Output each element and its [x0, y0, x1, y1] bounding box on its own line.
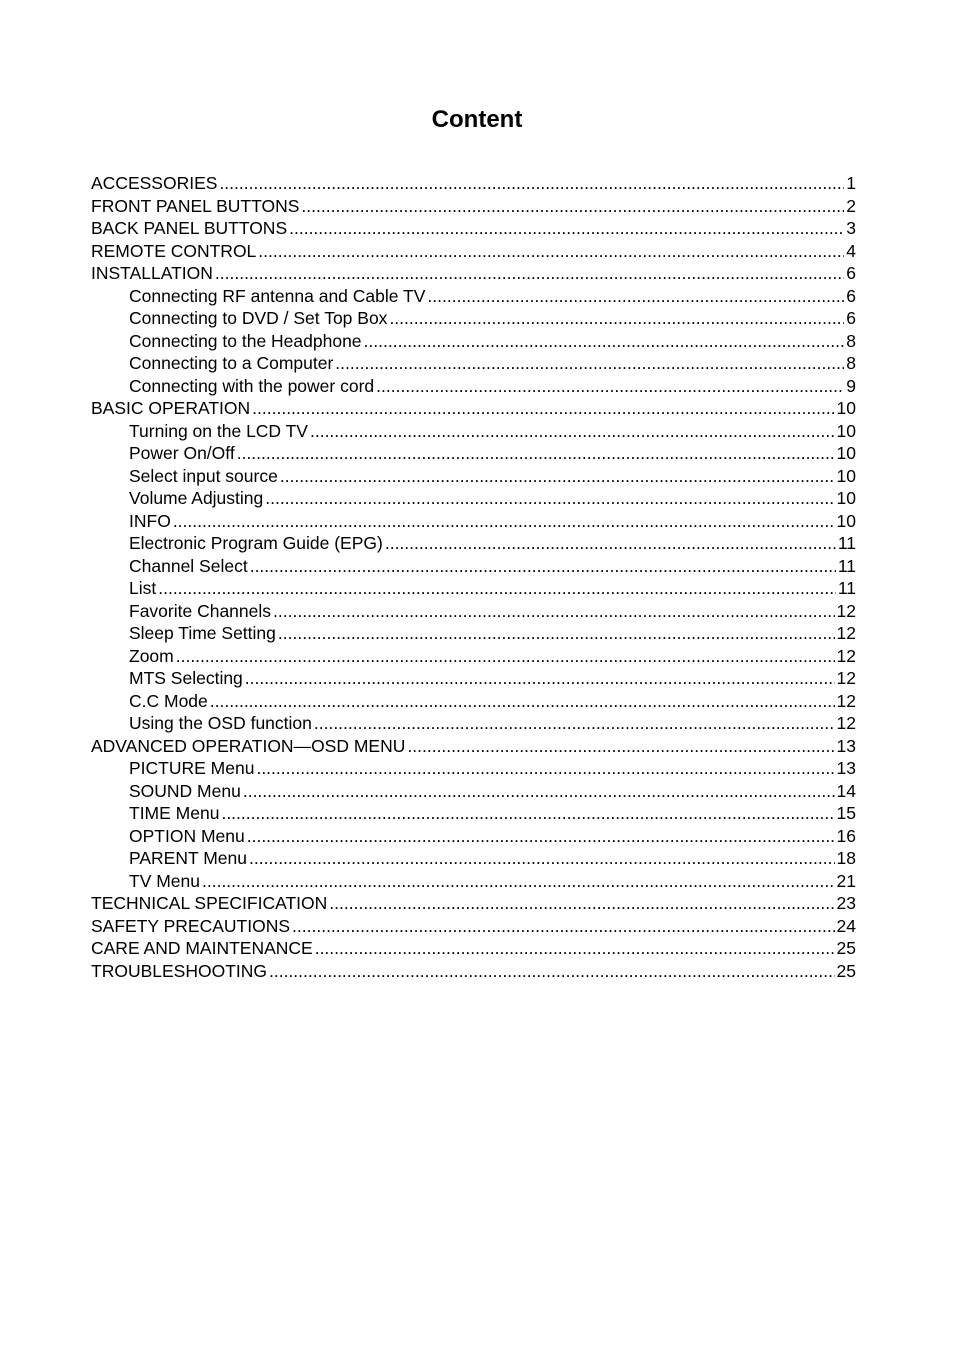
- toc-entry-page-number: 10: [836, 465, 856, 486]
- toc-entry-page-number: 1: [846, 173, 856, 193]
- toc-entry-title: BACK PANEL BUTTONS: [91, 218, 288, 238]
- toc-entry-title: Zoom: [129, 645, 174, 666]
- toc-entry-page-number: 25: [836, 960, 856, 981]
- toc-entry[interactable]: [91, 600, 856, 623]
- toc-entry-title: PARENT Menu: [129, 848, 248, 868]
- toc-dot-leader: [427, 285, 844, 308]
- toc-entry[interactable]: [91, 375, 856, 398]
- toc-entry-page-number: 21: [836, 870, 856, 891]
- page-title: Content: [431, 106, 523, 133]
- toc-dot-leader: [329, 892, 834, 915]
- toc-entry[interactable]: [91, 285, 856, 308]
- toc-entry[interactable]: [91, 712, 856, 735]
- toc-entry[interactable]: [91, 532, 856, 555]
- toc-entry-page-number: 10: [836, 398, 856, 418]
- toc-dot-leader: [407, 735, 834, 758]
- toc-entry-page-number: 11: [837, 533, 856, 553]
- toc-entry[interactable]: [91, 937, 856, 960]
- toc-dot-leader: [335, 352, 844, 375]
- toc-dot-leader: [237, 442, 835, 465]
- toc-entry-title: FRONT PANEL BUTTONS: [91, 195, 300, 216]
- toc-entry[interactable]: [91, 667, 856, 690]
- toc-entry-page-number: 8: [846, 330, 856, 351]
- toc-entry-page-number: 10: [836, 420, 856, 441]
- toc-entry-title: Connecting to the Headphone: [129, 330, 362, 351]
- toc-entry[interactable]: [91, 262, 856, 285]
- toc-entry[interactable]: [91, 217, 856, 240]
- toc-entry-page-number: 24: [836, 915, 856, 936]
- toc-entry-page-number: 9: [846, 375, 856, 396]
- toc-entry-title: OPTION Menu: [129, 825, 245, 846]
- toc-entry-page-number: 13: [836, 758, 856, 778]
- toc-entry-title: Select input source: [129, 465, 278, 486]
- toc-entry[interactable]: [91, 892, 856, 915]
- toc-entry-title: Connecting with the power cord: [129, 375, 375, 396]
- toc-dot-leader: [376, 375, 844, 398]
- toc-entry[interactable]: [91, 240, 856, 263]
- toc-entry-page-number: 18: [836, 848, 856, 868]
- toc-entry[interactable]: [91, 397, 856, 420]
- toc-entry-page-number: 3: [846, 218, 856, 238]
- toc-entry[interactable]: [91, 195, 856, 218]
- toc-entry-title: TROUBLESHOOTING: [91, 960, 267, 981]
- toc-entry-page-number: 15: [836, 803, 856, 823]
- toc-entry-page-number: 10: [836, 443, 856, 463]
- toc-dot-leader: [278, 622, 835, 645]
- toc-dot-leader: [265, 487, 834, 510]
- toc-entry[interactable]: [91, 825, 856, 848]
- toc-entry-page-number: 25: [836, 938, 856, 958]
- toc-entry-title: Volume Adjusting: [129, 488, 264, 508]
- toc-entry-page-number: 12: [836, 668, 856, 688]
- toc-dot-leader: [301, 195, 844, 218]
- toc-dot-leader: [310, 420, 835, 443]
- toc-entry-title: REMOTE CONTROL: [91, 240, 257, 261]
- toc-entry-title: CARE AND MAINTENANCE: [91, 938, 313, 958]
- toc-entry-page-number: 8: [846, 353, 856, 373]
- toc-entry[interactable]: [91, 690, 856, 713]
- toc-entry-title: Turning on the LCD TV: [129, 420, 308, 441]
- toc-entry[interactable]: [91, 307, 856, 330]
- toc-dot-leader: [215, 262, 844, 285]
- toc-entry-page-number: 6: [846, 263, 856, 283]
- toc-entry[interactable]: [91, 960, 856, 983]
- toc-entry-title: INFO: [129, 510, 171, 531]
- toc-entry[interactable]: [91, 487, 856, 510]
- toc-entry-title: Connecting to DVD / Set Top Box: [129, 308, 388, 328]
- toc-entry[interactable]: [91, 577, 856, 600]
- toc-entry[interactable]: [91, 465, 856, 488]
- toc-entry-title: INSTALLATION: [91, 263, 213, 283]
- toc-entry-page-number: 12: [836, 645, 856, 666]
- toc-dot-leader: [292, 915, 835, 938]
- toc-dot-leader: [273, 600, 835, 623]
- toc-entry-title: BASIC OPERATION: [91, 398, 251, 418]
- toc-entry[interactable]: [91, 757, 856, 780]
- toc-entry-page-number: 10: [836, 510, 856, 531]
- toc-dot-leader: [202, 870, 835, 893]
- toc-dot-leader: [247, 825, 835, 848]
- toc-dot-leader: [389, 307, 844, 330]
- toc-dot-leader: [364, 330, 845, 353]
- toc-entry-page-number: 12: [836, 600, 856, 621]
- toc-entry-page-number: 11: [837, 578, 856, 598]
- toc-entry-page-number: 14: [836, 780, 856, 801]
- toc-entry[interactable]: [91, 802, 856, 825]
- toc-entry-title: SAFETY PRECAUTIONS: [91, 915, 291, 936]
- toc-dot-leader: [249, 847, 835, 870]
- toc-entry-title: TIME Menu: [129, 803, 220, 823]
- toc-entry[interactable]: [91, 420, 856, 443]
- toc-dot-leader: [210, 690, 835, 713]
- toc-entry[interactable]: [91, 555, 856, 578]
- toc-dot-leader: [245, 667, 835, 690]
- toc-entry-page-number: 4: [846, 240, 856, 261]
- toc-entry-title: Connecting to a Computer: [129, 353, 334, 373]
- toc-entry[interactable]: [91, 622, 856, 645]
- toc-dot-leader: [315, 937, 835, 960]
- toc-dot-leader: [250, 555, 836, 578]
- toc-dot-leader: [158, 577, 836, 600]
- toc-entry[interactable]: [91, 510, 856, 533]
- toc-dot-leader: [289, 217, 844, 240]
- toc-entry[interactable]: [91, 352, 856, 375]
- toc-entry[interactable]: [91, 847, 856, 870]
- toc-entry-title: Connecting RF antenna and Cable TV: [129, 285, 426, 306]
- toc-dot-leader: [219, 172, 844, 195]
- toc-entry-title: List: [129, 578, 157, 598]
- table-of-contents: [91, 172, 856, 982]
- toc-dot-leader: [176, 645, 835, 668]
- toc-entry-page-number: 12: [836, 713, 856, 733]
- toc-entry-page-number: 13: [836, 735, 856, 756]
- toc-entry-title: PICTURE Menu: [129, 758, 255, 778]
- toc-entry-title: ACCESSORIES: [91, 173, 218, 193]
- toc-entry-page-number: 16: [836, 825, 856, 846]
- toc-entry-title: C.C Mode: [129, 690, 208, 711]
- toc-dot-leader: [385, 532, 836, 555]
- toc-dot-leader: [258, 240, 844, 263]
- toc-entry-title: Sleep Time Setting: [129, 623, 276, 643]
- toc-dot-leader: [314, 712, 835, 735]
- toc-entry-title: Using the OSD function: [129, 713, 312, 733]
- toc-entry-page-number: 2: [846, 195, 856, 216]
- toc-entry[interactable]: [91, 645, 856, 668]
- toc-entry[interactable]: [91, 330, 856, 353]
- toc-entry-page-number: 6: [846, 308, 856, 328]
- toc-entry-page-number: 23: [836, 893, 856, 913]
- toc-entry-title: TV Menu: [129, 870, 200, 891]
- toc-entry[interactable]: [91, 915, 856, 938]
- toc-entry-title: TECHNICAL SPECIFICATION: [91, 893, 328, 913]
- toc-entry-title: ADVANCED OPERATION—OSD MENU: [91, 735, 406, 756]
- toc-dot-leader: [252, 397, 834, 420]
- toc-entry-title: Channel Select: [129, 555, 248, 576]
- toc-entry-title: SOUND Menu: [129, 780, 241, 801]
- toc-entry-page-number: 11: [837, 555, 856, 576]
- toc-dot-leader: [221, 802, 834, 825]
- toc-entry-page-number: 10: [836, 488, 856, 508]
- toc-entry[interactable]: [91, 780, 856, 803]
- toc-entry-page-number: 12: [836, 623, 856, 643]
- toc-entry-title: Power On/Off: [129, 443, 235, 463]
- toc-entry[interactable]: [91, 735, 856, 758]
- toc-entry-page-number: 6: [846, 285, 856, 306]
- toc-entry-page-number: 12: [836, 690, 856, 711]
- toc-dot-leader: [256, 757, 834, 780]
- toc-entry-title: Favorite Channels: [129, 600, 272, 621]
- toc-entry-title: Electronic Program Guide (EPG): [129, 533, 383, 553]
- toc-dot-leader: [280, 465, 835, 488]
- toc-entry[interactable]: [91, 442, 856, 465]
- toc-entry[interactable]: [91, 870, 856, 893]
- toc-entry[interactable]: [91, 172, 856, 195]
- toc-entry-title: MTS Selecting: [129, 668, 243, 688]
- toc-dot-leader: [243, 780, 835, 803]
- toc-dot-leader: [173, 510, 835, 533]
- toc-dot-leader: [269, 960, 835, 983]
